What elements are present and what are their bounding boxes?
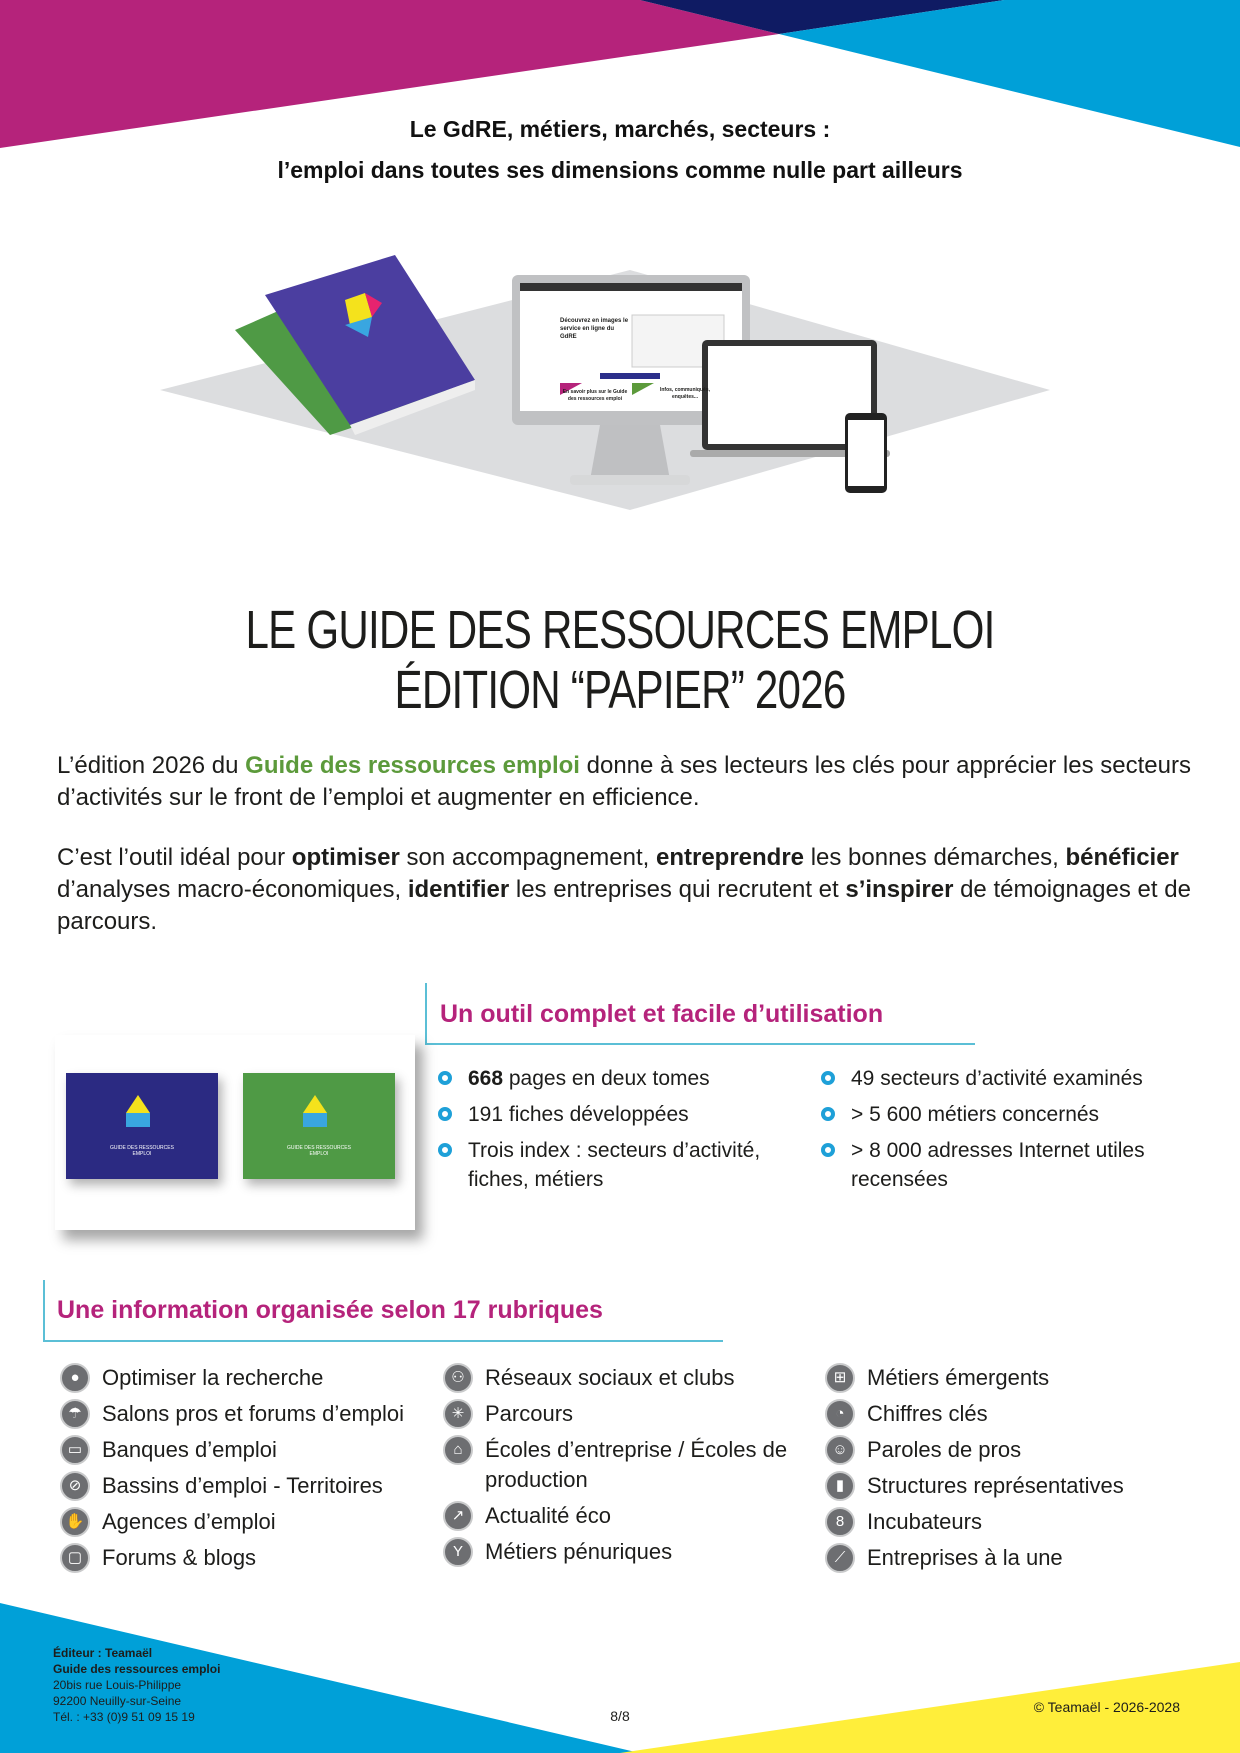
rubrique-item: ↗ Actualité éco bbox=[485, 1501, 815, 1531]
features-column-2 bbox=[851, 1064, 1191, 1201]
features-column-1 bbox=[468, 1064, 798, 1201]
books-cover-image bbox=[55, 1035, 415, 1230]
rubriques-column-1 bbox=[65, 1363, 432, 1579]
feature-item: > 5 600 métiers concernés bbox=[851, 1100, 1191, 1129]
rubrique-item: ▭ Banques d’emploi bbox=[102, 1435, 432, 1465]
screen-text-news: Infos, communiqués, enquêtes... bbox=[659, 387, 710, 400]
book-cover-tome-1: GUIDE DES RESSOURCES EMPLOI bbox=[66, 1073, 218, 1179]
company-icon: ⟋ bbox=[825, 1543, 855, 1573]
bullet-icon bbox=[821, 1071, 835, 1085]
intro-paragraph-1: L’édition 2026 du Guide des ressources emploi donne à ses lecteurs les clés pour apprécier les secteurs d’activités sur le front de l’emploi et augmenter en efficience. bbox=[57, 752, 1191, 811]
rubrique-item: ☺ Paroles de pros bbox=[867, 1435, 1197, 1465]
bullet-icon bbox=[438, 1071, 452, 1085]
rubrique-item: ✳ Parcours bbox=[485, 1399, 815, 1429]
feature-item: 191 fiches développées bbox=[468, 1100, 798, 1129]
section-heading-tool: Un outil complet et facile d’utilisation bbox=[440, 1000, 884, 1028]
emphasis-word: identifier bbox=[407, 876, 510, 903]
funnel-icon: Y bbox=[443, 1537, 473, 1567]
section-rule-vertical bbox=[43, 1280, 45, 1340]
incubator-icon: 8 bbox=[825, 1507, 855, 1537]
section-rule-vertical bbox=[425, 983, 427, 1043]
emphasis-word: bénéficier bbox=[1065, 844, 1179, 871]
bullet-icon bbox=[438, 1143, 452, 1157]
rubrique-item: ▢ Forums & blogs bbox=[102, 1543, 432, 1573]
rubriques-column-2 bbox=[451, 1363, 815, 1573]
trend-chart-icon: ↗ bbox=[443, 1501, 473, 1531]
emphasis-word: entreprendre bbox=[655, 844, 805, 871]
publisher-info: Éditeur : Teamaël Guide des ressources emploi 20bis rue Louis-Philippe 92200 Neuilly-sur-Seine Tél. : +33 (0)9 51 09 15 19 bbox=[53, 1646, 221, 1724]
feature-item: 49 secteurs d’activité examinés bbox=[851, 1064, 1191, 1093]
rubrique-item: ⊘ Bassins d’emploi - Territoires bbox=[102, 1471, 432, 1501]
monitor-icon: ▭ bbox=[60, 1435, 90, 1465]
emphasis-word: s’inspirer bbox=[845, 876, 954, 903]
rubrique-item: ▮ Structures représentatives bbox=[867, 1471, 1197, 1501]
screen-text-learn-more: En savoir plus sur le Guide des ressources emploi bbox=[562, 389, 628, 402]
rubrique-item: ☂ Salons pros et forums d’emploi bbox=[102, 1399, 432, 1429]
main-title-line-2: ÉDITION “PAPIER” 2026 bbox=[394, 660, 846, 720]
product-illustration bbox=[150, 255, 1070, 515]
chat-bubble-icon: ▢ bbox=[60, 1543, 90, 1573]
guide-name-highlight: Guide des ressources emploi bbox=[245, 752, 580, 779]
screen-text-discover: Découvrez en images le service en ligne du GdRE bbox=[560, 318, 629, 340]
people-icon: ⚇ bbox=[443, 1363, 473, 1393]
feature-item: 668 pages en deux tomes bbox=[468, 1064, 798, 1093]
umbrella-icon: ☂ bbox=[60, 1399, 90, 1429]
section-heading-rubriques: Une information organisée selon 17 rubriques bbox=[57, 1296, 603, 1324]
compass-icon: ⊘ bbox=[60, 1471, 90, 1501]
book-cover-tome-2: GUIDE DES RESSOURCES EMPLOI bbox=[243, 1073, 395, 1179]
building-icon: ▮ bbox=[825, 1471, 855, 1501]
speaker-icon: ☺ bbox=[825, 1435, 855, 1465]
bullet-icon bbox=[821, 1107, 835, 1121]
bullet-icon bbox=[821, 1143, 835, 1157]
bullet-icon bbox=[438, 1107, 452, 1121]
school-building-icon: ⌂ bbox=[443, 1435, 473, 1465]
hand-building-icon: ✋ bbox=[60, 1507, 90, 1537]
emphasis-word: optimiser bbox=[291, 844, 400, 871]
path-rays-icon: ✳ bbox=[443, 1399, 473, 1429]
feature-item: Trois index : secteurs d’activité, fiches, métiers bbox=[468, 1136, 798, 1194]
rubrique-item: ● Optimiser la recherche bbox=[102, 1363, 432, 1393]
header-line-2: l’emploi dans toutes ses dimensions comme nulle part ailleurs bbox=[277, 157, 963, 183]
rubrique-item: 8 Incubateurs bbox=[867, 1507, 1197, 1537]
rubrique-item: Y Métiers pénuriques bbox=[485, 1537, 815, 1567]
feature-item: > 8 000 adresses Internet utiles recensées bbox=[851, 1136, 1191, 1194]
search-icon: ● bbox=[60, 1363, 90, 1393]
rubrique-item: ⚇ Réseaux sociaux et clubs bbox=[485, 1363, 815, 1393]
rubrique-item: ⌂ Écoles d’entreprise / Écoles de production bbox=[485, 1435, 815, 1495]
intro-paragraph-2: C’est l’outil idéal pour optimiser son accompagnement, entreprendre les bonnes démarches, bénéficier d’analyses macro-économiques, identifier les entreprises qui recrutent et s’inspirer de témoignages et de parcours. bbox=[57, 844, 1191, 935]
section-rule-horizontal bbox=[43, 1340, 723, 1342]
copyright: © Teamaël - 2026-2028 bbox=[1033, 1699, 1180, 1715]
rubrique-item: ⟋ Entreprises à la une bbox=[867, 1543, 1197, 1573]
page-number: 8/8 bbox=[610, 1708, 630, 1724]
section-rule-horizontal bbox=[425, 1043, 975, 1045]
cart-icon: ⊞ bbox=[825, 1363, 855, 1393]
rubrique-item: ◔ Chiffres clés bbox=[867, 1399, 1197, 1429]
main-title-line-1: LE GUIDE DES RESSOURCES EMPLOI bbox=[245, 600, 995, 660]
rubrique-item: ⊞ Métiers émergents bbox=[867, 1363, 1197, 1393]
rubrique-item: ✋ Agences d’emploi bbox=[102, 1507, 432, 1537]
rubriques-column-3 bbox=[832, 1363, 1197, 1579]
pie-chart-icon: ◔ bbox=[825, 1399, 855, 1429]
header-line-1: Le GdRE, métiers, marchés, secteurs : bbox=[409, 116, 831, 142]
